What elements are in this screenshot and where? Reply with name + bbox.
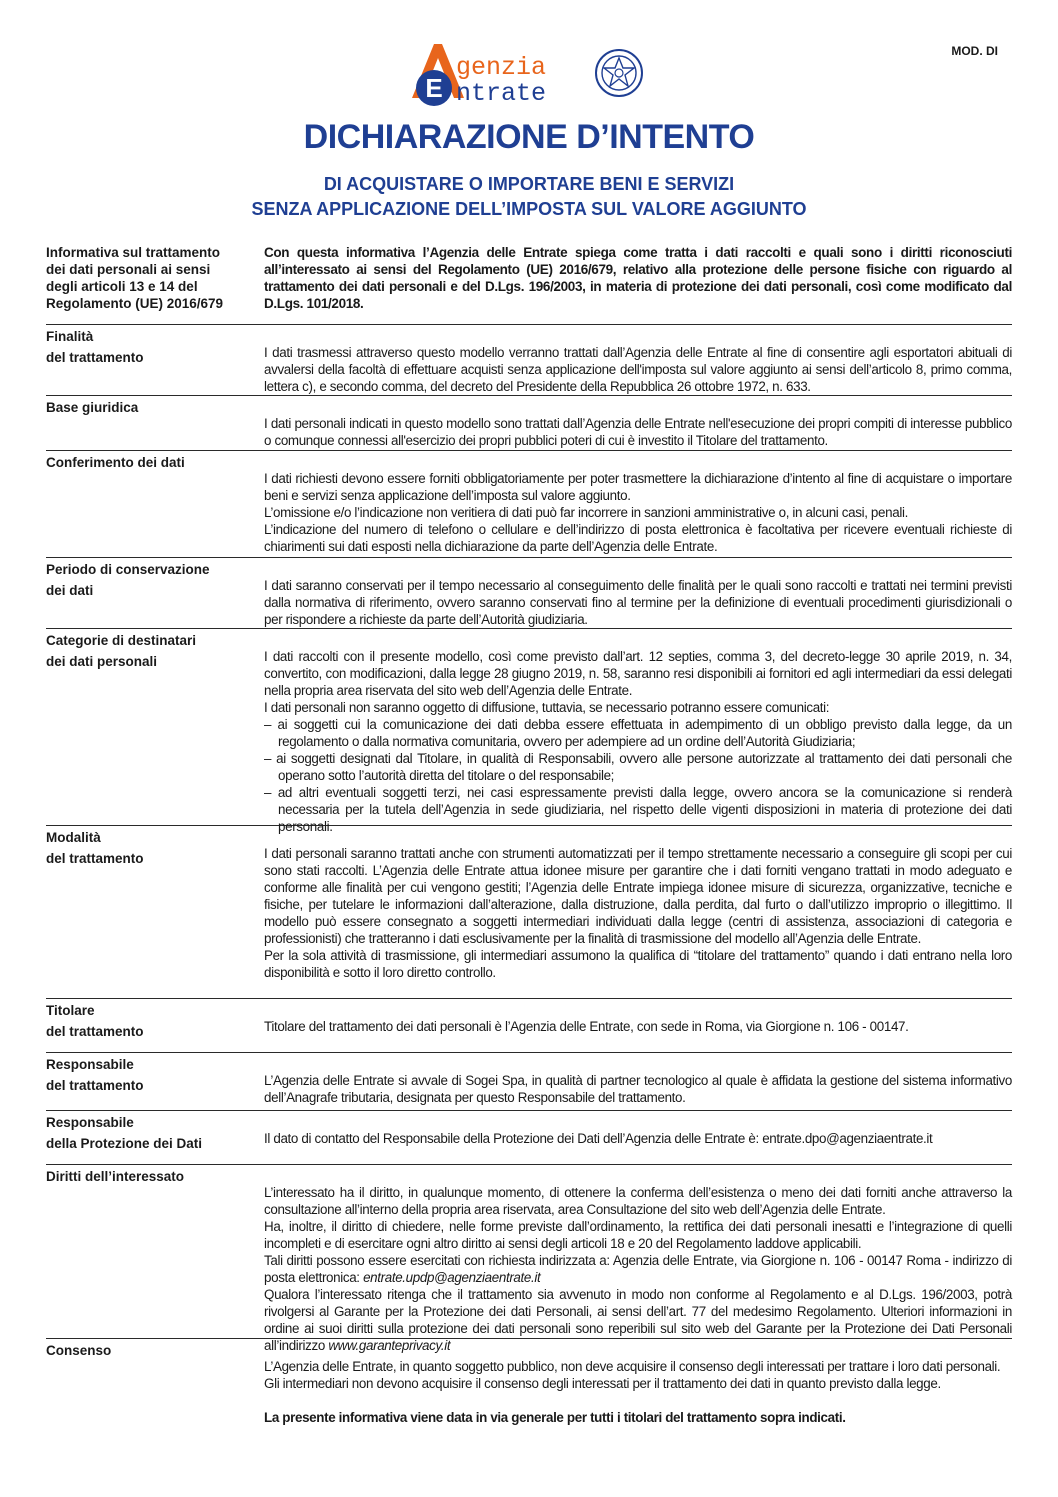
- final-note: La presente informativa viene data in via generale per tutti i titolari del trattamento sopra indicati.: [264, 1410, 846, 1425]
- page-subtitle-1: DI ACQUISTARE O IMPORTARE BENI E SERVIZI: [323, 174, 735, 194]
- label-line: Conferimento dei dati: [46, 455, 185, 470]
- page-subtitle-2: SENZA APPLICAZIONE DELL’IMPOSTA SUL VALORE AGGIUNTO: [251, 199, 807, 219]
- paragraph: Gli intermediari non devono acquisire il consenso degli interessati per il trattamento dei dati in quanto previsto dalla legge.: [264, 1376, 941, 1391]
- row-label: [46, 558, 261, 628]
- row-text: [261, 826, 1012, 998]
- row-label: [46, 1053, 261, 1110]
- paragraph: L’Agenzia delle Entrate si avvale di Sogei Spa, in qualità di partner tecnologico al quale è affidata la gestione del sistema informativo dell’Anagrafe tributaria, designata per questo Responsabile del trattamento.: [264, 1073, 1012, 1105]
- paragraph: I dati richiesti devono essere forniti obbligatoriamente per poter trasmettere la dichiarazione d’intento al fine di acquistare o importare beni e servizi senza applicazione dell’imposta sul valore aggiunto.: [264, 471, 1012, 503]
- label-line: Regolamento (UE) 2016/679: [46, 296, 224, 311]
- label-line: Modalità: [46, 830, 101, 845]
- page-title: DICHIARAZIONE D’INTENTO: [303, 118, 755, 156]
- label-line: Diritti dell’interessato: [46, 1169, 185, 1184]
- row-modalita: [46, 826, 1012, 999]
- row-base-giuridica: [46, 396, 1012, 451]
- bullet-item: – ad altri eventuali soggetti terzi, nei casi espressamente previsti dalla legge, ovvero ancora se la comunicazione si renderà necessaria per la tutela dell’Agenzia in sede giudiziaria, nel rispetto delle vigenti disposizioni in materia di protezione dei dati personali.: [264, 785, 1012, 834]
- garante-link[interactable]: www.garanteprivacy.it: [328, 1338, 451, 1353]
- row-label: [46, 1165, 261, 1338]
- label-line: del trattamento: [46, 350, 144, 365]
- row-rpd: [46, 1111, 1012, 1165]
- row-text: [261, 451, 1012, 557]
- bullet-item: – ai soggetti cui la comunicazione dei dati debba essere effettuata in adempimento di un obbligo previsto dalla legge, da un regolamento o dalla normativa comunitaria, ovvero per adempiere ad un ordine dell’Autorità Giudiziaria;: [264, 717, 1012, 749]
- row-consenso: [46, 1339, 1012, 1479]
- paragraph: I dati personali saranno trattati anche con strumenti automatizzati per il tempo strettamente necessario a conseguire gli scopi per cui sono stati raccolti. L’Agenzia delle Entrate attua idonee misure per garantire che i dati forniti vengano trattati in modo adeguato e conforme alle finalità per cui vengono gestiti; l’Agenzia delle Entrate impiega idonee misure di sicurezza, organizzative, tecniche e fisiche, per tutelare le informazioni dall’alterazione, dalla distruzione, dalla perdita, dal furto o dall’utilizzo improprio o illegittimo. Il modello può essere consegnato a soggetti intermediari individuati dalla legge (centri di assistenza, associazioni di categoria e professionisti) che tratteranno i dati esclusivamente per la finalità di trasmissione del modello all’Agenzia delle Entrate.: [264, 846, 1012, 946]
- row-label: [46, 826, 261, 998]
- row-text: [261, 325, 1012, 395]
- row-text: [261, 1053, 1012, 1110]
- agenzia-entrate-logo: [398, 40, 648, 108]
- row-text: [261, 1165, 1012, 1353]
- label-line: del trattamento: [46, 851, 144, 866]
- label-line: dei dati personali ai sensi: [46, 262, 211, 277]
- row-conferimento: [46, 451, 1012, 558]
- row-label: [46, 1339, 261, 1479]
- logo-letter-e: E: [425, 73, 443, 103]
- label-line: Base giuridica: [46, 400, 139, 415]
- label-line: Periodo di conservazione: [46, 562, 210, 577]
- row-text: [261, 558, 1012, 628]
- label-line: del trattamento: [46, 1078, 144, 1093]
- row-text: [261, 999, 1012, 1052]
- email-link[interactable]: entrate.updp@agenziaentrate.it: [363, 1270, 541, 1285]
- label-line: Finalità: [46, 329, 94, 344]
- paragraph: Per la sola attività di trasmissione, gli intermediari assumono la qualifica di “titolare del trattamento” quando i dati entrano nella loro disponibilità e sotto il loro diretto controllo.: [264, 948, 1012, 980]
- row-text: [261, 242, 1012, 324]
- paragraph: L’Agenzia delle Entrate, in quanto soggetto pubblico, non deve acquisire il consenso degli interessati per trattare i loro dati personali.: [264, 1359, 1001, 1374]
- label-line: dei dati personali: [46, 654, 158, 669]
- label-line: Titolare: [46, 1003, 95, 1018]
- contact-text: Tali diritti possono essere esercitati con richiesta indirizzata a: Agenzia delle Entrate, via Giorgione n. 106 - 00147 Roma - indirizzo di posta elettronica:: [264, 1253, 1012, 1285]
- row-text: [261, 1111, 1012, 1164]
- row-text: [261, 1339, 1012, 1479]
- row-label: [46, 1111, 261, 1164]
- paragraph: L’omissione e/o l’indicazione non veritiera di dati può far incorrere in sanzioni amministrative o, in alcuni casi, penali.: [264, 505, 908, 520]
- paragraph: Ha, inoltre, il diritto di chiedere, nelle forme previste dall’ordinamento, la rettifica dei dati personali inesatti e l’integrazione di quelli incompleti e di esercitare ogni altro diritto ai sensi degli articoli 18 e 20 del Regolamento laddove applicabili.: [264, 1219, 1012, 1251]
- label-line: Consenso: [46, 1343, 112, 1358]
- privacy-notice-table: [46, 242, 1012, 1479]
- paragraph: Titolare del trattamento dei dati personali è l’Agenzia delle Entrate, con sede in Roma, via Giorgione n. 106 - 00147.: [264, 1019, 909, 1034]
- paragraph: I dati personali non saranno oggetto di diffusione, tuttavia, se necessario potranno essere comunicati:: [264, 700, 830, 715]
- row-periodo: [46, 558, 1012, 629]
- paragraph: Il dato di contatto del Responsabile della Protezione dei Dati dell’Agenzia delle Entrate è: entrate.dpo@agenziaentrate.it: [264, 1131, 933, 1146]
- row-label: [46, 999, 261, 1052]
- row-label: [46, 242, 261, 324]
- label-line: Informativa sul trattamento: [46, 245, 221, 260]
- row-text: [261, 396, 1012, 450]
- row-finalita: [46, 325, 1012, 396]
- paragraph: [264, 1252, 1012, 1286]
- row-responsabile: [46, 1053, 1012, 1111]
- garante-text: Qualora l’interessato ritenga che il trattamento sia avvenuto in modo non conforme al Regolamento e al D.Lgs. 196/2003, potrà rivolgersi al Garante per la Protezione dei dati Personali, ai sensi dell’art. 77 del medesimo Regolamento. Ulteriori informazioni in ordine ai suoi diritti sulla protezione dei dati personali sono reperibili sul sito web del Garante per la Protezione dei Dati Personali all’indirizzo: [264, 1287, 1012, 1353]
- label-line: degli articoli 13 e 14 del: [46, 279, 198, 294]
- row-label: [46, 629, 261, 825]
- row-label: [46, 396, 261, 450]
- model-code: MOD. DI: [951, 44, 998, 58]
- row-label: [46, 325, 261, 395]
- label-line: della Protezione dei Dati: [46, 1136, 203, 1151]
- paragraph: I dati trasmessi attraverso questo modello verranno trattati dall’Agenzia delle Entrate al fine di consentire agli esportatori abituali di avvalersi della facoltà di effettuare acquisti senza applicazione dell'imposta sul valore aggiunto ai sensi dell’articolo 8, primo comma, lettera c), e secondo comma, del decreto del Presidente della Repubblica 26 ottobre 1972, n. 633.: [264, 345, 1012, 394]
- paragraph: Con questa informativa l’Agenzia delle Entrate spiega come tratta i dati raccolti e quali sono i diritti riconosciuti all’interessato ai sensi del Regolamento (UE) 2016/679, relativo alla protezione delle persone fisiche con riguardo al trattamento dei dati personali e del D.Lgs. 196/2003, in materia di protezione dei dati personali, così come modificato dal D.Lgs. 101/2018.: [264, 245, 1012, 311]
- row-label: [46, 451, 261, 557]
- label-line: Categorie di destinatari: [46, 633, 197, 648]
- paragraph: L’interessato ha il diritto, in qualunque momento, di ottenere la conferma dell’esistenza o meno dei dati forniti anche attraverso la consultazione all’interno della propria area riservata, area Consultazione del sito web dell’Agenzia delle Entrate.: [264, 1185, 1012, 1217]
- republic-emblem-icon: [596, 50, 642, 96]
- paragraph: I dati raccolti con il presente modello, così come previsto dall’art. 12 septies, comma 3, del decreto-legge 30 aprile 2019, n. 34, convertito, con modificazioni, dalla legge 28 giugno 2019, n. 58, saranno resi disponibili ai fornitori ed agli intermediari da essi delegati nella propria area riservata del sito web dell’Agenzia delle Entrate.: [264, 649, 1012, 698]
- label-line: Responsabile: [46, 1115, 134, 1130]
- row-text: [261, 629, 1012, 834]
- logo-word-genzia: genzia: [456, 53, 547, 82]
- bullet-item: – ai soggetti designati dal Titolare, in qualità di Responsabili, ovvero alle persone autorizzate al trattamento dei dati personali che operano sotto l’autorità diretta del titolare o del responsabile;: [264, 751, 1012, 783]
- label-line: del trattamento: [46, 1024, 144, 1039]
- row-titolare: [46, 999, 1012, 1053]
- paragraph: I dati saranno conservati per il tempo necessario al conseguimento delle finalità per le quali sono raccolti e trattati nei termini previsti dalla normativa di riferimento, ovvero saranno conservati fino al termine per la definizione di eventuali procedimenti giurisdizionali o per rispondere a richieste da parte dell’Autorità giudiziaria.: [264, 578, 1012, 627]
- paragraph: L’indicazione del numero di telefono o cellulare e dell’indirizzo di posta elettronica è facoltativa per ricevere eventuali richieste di chiarimenti sui dati esposti nella dichiarazione da parte dell’Agenzia delle Entrate.: [264, 522, 1012, 554]
- row-categorie: [46, 629, 1012, 834]
- paragraph: I dati personali indicati in questo modello sono trattati dall’Agenzia delle Entrate nell'esecuzione dei propri compiti di interesse pubblico o comunque connessi all'esercizio dei propri pubblici poteri di cui è investito il Titolare del trattamento.: [264, 416, 1012, 448]
- label-line: Responsabile: [46, 1057, 134, 1072]
- row-informativa: [46, 242, 1012, 325]
- label-line: dei dati: [46, 583, 94, 598]
- logo-word-ntrate: ntrate: [456, 79, 547, 108]
